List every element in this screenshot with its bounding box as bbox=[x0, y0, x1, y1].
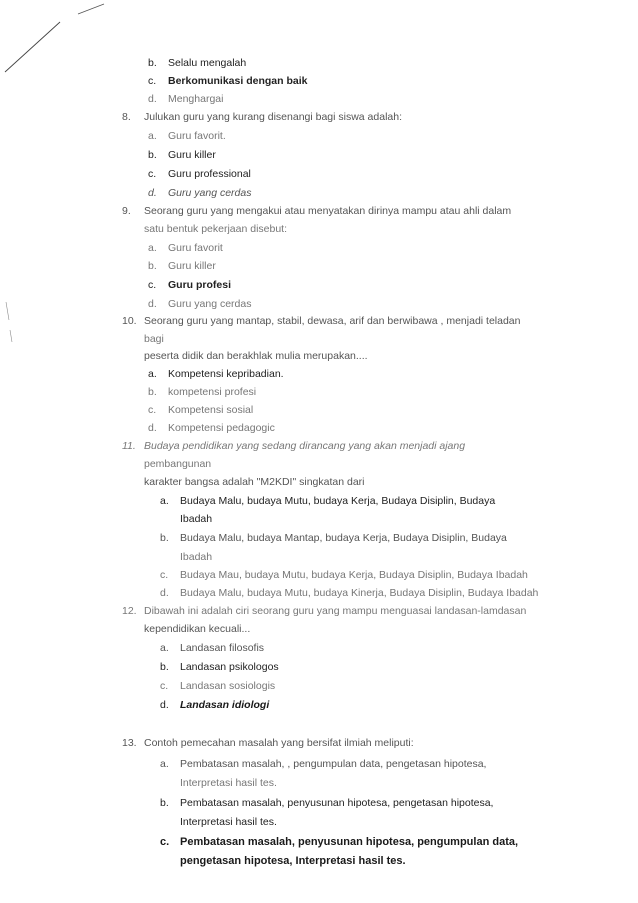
q12-option-b: b. Landasan psikologos bbox=[160, 661, 279, 673]
q13-option-c-cont: pengetasan hipotesa, Interpretasi hasil tes. bbox=[180, 855, 406, 867]
q11-question-line1: 11. Budaya pendidikan yang sedang dirancang yang akan menjadi ajang bbox=[122, 440, 466, 452]
q13-question: 13. Contoh pemecahan masalah yang bersifat ilmiah meliputi: bbox=[122, 737, 414, 749]
q10-option-b: b. kompetensi profesi bbox=[148, 386, 257, 398]
q10-question-line3: peserta didik dan berakhlak mulia merupakan.... bbox=[144, 350, 368, 362]
q11-option-a-cont: Ibadah bbox=[180, 513, 213, 525]
q11-question-line3: karakter bangsa adalah "M2KDI" singkatan dari bbox=[144, 476, 365, 488]
q8-option-c: c. Guru professional bbox=[148, 168, 251, 180]
q9-option-d: d. Guru yang cerdas bbox=[148, 298, 252, 310]
q10-question-line1: 10. Seorang guru yang mantap, stabil, dewasa, arif dan berwibawa , menjadi teladan bbox=[122, 315, 521, 327]
q13-option-b-cont: Interpretasi hasil tes. bbox=[180, 816, 277, 828]
q10-question-line2: bagi bbox=[144, 333, 164, 345]
q8-option-d: d. Guru yang cerdas bbox=[148, 187, 252, 199]
q12-question-line2: kependidikan kecuali... bbox=[144, 623, 251, 635]
q9-option-c: c. Guru profesi bbox=[148, 279, 232, 291]
scan-artifact-line bbox=[0, 0, 120, 80]
q10-option-d: d. Kompetensi pedagogic bbox=[148, 422, 275, 434]
q9-option-b: b. Guru killer bbox=[148, 260, 216, 272]
q10-option-a: a. Kompetensi kepribadian. bbox=[148, 368, 284, 380]
q7-option-d: d. Menghargai bbox=[148, 93, 224, 105]
q11-option-b-cont: Ibadah bbox=[180, 551, 213, 563]
q12-question-line1: 12. Dibawah ini adalah ciri seorang guru yang mampu menguasai landasan-lamdasan bbox=[122, 605, 527, 617]
q11-option-d: d. Budaya Malu, budaya Mutu, budaya Kinerja, Budaya Disiplin, Budaya Ibadah bbox=[160, 587, 539, 599]
q11-option-b: b. Budaya Malu, budaya Mantap, budaya Kerja, Budaya Disiplin, Budaya bbox=[160, 532, 507, 544]
q8-question: 8. Julukan guru yang kurang disenangi bagi siswa adalah: bbox=[122, 111, 403, 123]
q7-option-c: c. Berkomunikasi dengan baik bbox=[148, 75, 308, 87]
q11-option-c: c. Budaya Mau, budaya Mutu, budaya Kerja, Budaya Disiplin, Budaya Ibadah bbox=[160, 569, 528, 581]
q12-option-d: d. Landasan idiologi bbox=[160, 699, 270, 711]
q11-question-line2: pembangunan bbox=[144, 458, 212, 470]
q7-option-b: b. Selalu mengalah bbox=[148, 57, 247, 69]
q13-option-c: c. Pembatasan masalah, penyusunan hipotesa, pengumpulan data, bbox=[160, 836, 519, 848]
q8-option-b: b. Guru killer bbox=[148, 149, 216, 161]
q9-question-line1: 9. Seorang guru yang mengakui atau menyatakan dirinya mampu atau ahli dalam bbox=[122, 205, 512, 217]
scan-artifact-mark bbox=[0, 300, 20, 360]
q8-option-a: a. Guru favorit. bbox=[148, 130, 226, 142]
q13-option-a: a. Pembatasan masalah, , pengumpulan data, pengetasan hipotesa, bbox=[160, 758, 487, 770]
q12-option-c: c. Landasan sosiologis bbox=[160, 680, 276, 692]
q9-question-line2: satu bentuk pekerjaan disebut: bbox=[144, 223, 288, 235]
q11-option-a: a. Budaya Malu, budaya Mutu, budaya Kerja, Budaya Disiplin, Budaya bbox=[160, 495, 496, 507]
q9-option-a: a. Guru favorit bbox=[148, 242, 223, 254]
q10-option-c: c. Kompetensi sosial bbox=[148, 404, 254, 416]
q13-option-b: b. Pembatasan masalah, penyusunan hipotesa, pengetasan hipotesa, bbox=[160, 797, 494, 809]
q13-option-a-cont: Interpretasi hasil tes. bbox=[180, 777, 277, 789]
q12-option-a: a. Landasan filosofis bbox=[160, 642, 265, 654]
